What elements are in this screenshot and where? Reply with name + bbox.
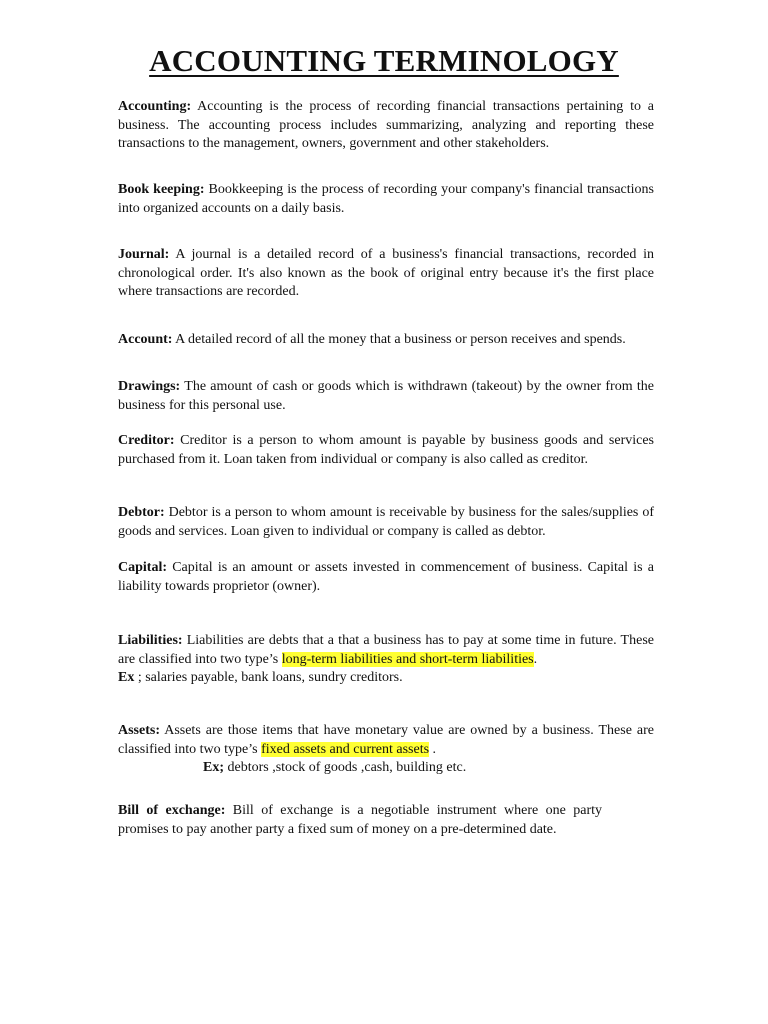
example-label: Ex;: [203, 760, 224, 776]
entry-liabilities: [118, 632, 654, 688]
term-definition: A journal is a detailed record of a business's financial transactions, recorded in chronological order. It's also known as the book of original entry because it's the first place where transactions are recorded.: [118, 247, 654, 300]
term-label: Drawings:: [118, 379, 181, 394]
term-definition: Accounting is the process of recording financial transactions pertaining to a business. The accounting process includes summarizing, analyzing and reporting these transactions to the management, owners, government and other stakeholders.: [118, 99, 654, 152]
example-line: [118, 669, 654, 688]
document-title: ACCOUNTING TERMINOLOGY: [149, 43, 619, 78]
entry-capital: [118, 559, 654, 596]
term-label: Liabilities:: [118, 633, 183, 648]
term-definition: Creditor is a person to whom amount is payable by business goods and services purchased from it. Loan taken from individual or company is also called as creditor.: [118, 433, 654, 467]
term-definition-end: .: [533, 651, 538, 667]
term-definition: A detailed record of all the money that a business or person receives and spends.: [172, 332, 626, 347]
entry-assets: [118, 722, 654, 778]
term-label: Assets:: [118, 723, 160, 738]
entry-account: [118, 331, 654, 350]
entry-debtor: [118, 504, 654, 541]
term-label: Book keeping:: [118, 182, 205, 197]
term-label: Accounting:: [118, 99, 192, 114]
term-label: Bill of exchange:: [118, 803, 226, 818]
term-label: Journal:: [118, 247, 170, 262]
example-label: Ex: [118, 670, 135, 686]
entry-creditor: [118, 432, 654, 469]
entry-book-keeping: [118, 181, 654, 218]
term-label: Creditor:: [118, 433, 175, 448]
term-definition: Assets are those items that have monetary value are owned by a business. These are classified into two type’s: [118, 723, 654, 757]
entry-bill-of-exchange: [118, 802, 602, 839]
highlighted-text: long-term liabilities and short-term liabilities: [281, 651, 534, 667]
term-label: Debtor:: [118, 505, 165, 520]
term-definition: Liabilities are debts that a that a business has to pay at some time in future. These are classified into two type’s: [118, 633, 654, 667]
example-text: ; salaries payable, bank loans, sundry creditors.: [134, 670, 403, 686]
term-label: Account:: [118, 332, 173, 347]
term-definition: The amount of cash or goods which is withdrawn (takeout) by the owner from the business for this personal use.: [118, 379, 654, 413]
example-text: debtors ,stock of goods ,cash, building etc.: [224, 760, 467, 776]
term-definition: Capital is an amount or assets invested in commencement of business. Capital is a liability towards proprietor (owner).: [118, 560, 654, 594]
entry-drawings: [118, 378, 654, 415]
example-line: [118, 759, 654, 778]
term-definition: Bookkeeping is the process of recording your company's financial transactions into organized accounts on a daily basis.: [118, 182, 654, 216]
term-label: Capital:: [118, 560, 167, 575]
highlighted-text: fixed assets and current assets: [261, 741, 430, 757]
term-definition-end: .: [429, 741, 437, 757]
entry-journal: [118, 246, 654, 302]
entry-accounting: [118, 98, 654, 154]
term-definition: Bill of exchange is a negotiable instrument where one party promises to pay another party a fixed sum of money on a pre-determined date.: [118, 803, 603, 837]
term-definition: Debtor is a person to whom amount is receivable by business for the sales/supplies of goods and services. Loan given to individual or company is called as debtor.: [118, 505, 654, 539]
